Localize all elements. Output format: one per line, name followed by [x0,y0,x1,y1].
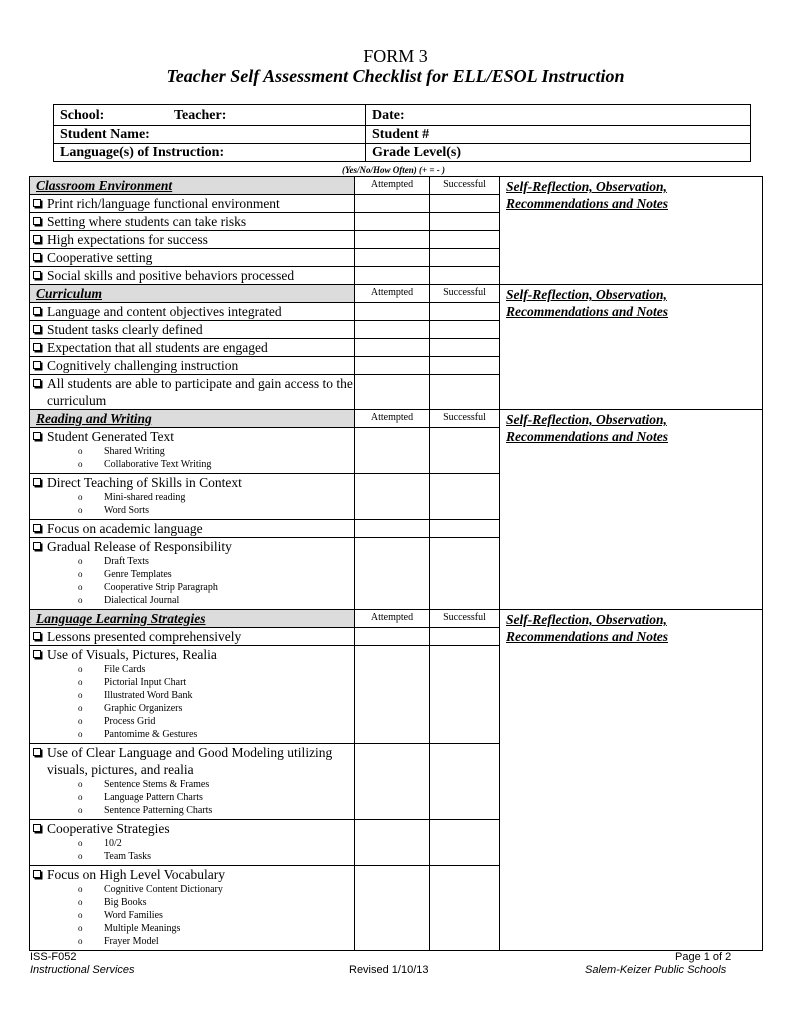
successful-cell[interactable] [430,820,500,866]
successful-cell[interactable] [430,195,500,213]
checkbox[interactable] [33,253,41,261]
circle-bullet-icon: o [78,569,83,579]
sub-item-label: Process Grid [104,716,156,727]
circle-bullet-icon: o [78,779,83,789]
school-teacher-cell[interactable] [54,105,366,126]
attempted-cell[interactable] [355,628,430,646]
form-title: Teacher Self Assessment Checklist for ELL/ESOL Instruction [166,66,625,86]
checkbox[interactable] [33,542,41,550]
circle-bullet-icon: o [78,729,83,739]
item-label: Print rich/language functional environment [47,196,280,211]
notes-cell[interactable] [500,285,763,410]
item-label: Student tasks clearly defined [47,322,203,337]
sub-item [78,689,354,702]
sub-item [78,804,354,817]
checklist-table [29,176,763,951]
item-label: Setting where students can take risks [47,214,247,229]
sub-item-list [30,837,354,865]
attempted-cell[interactable] [355,474,430,520]
sub-item [78,850,354,863]
student-number-label: Student # [372,127,430,142]
checkbox[interactable] [33,235,41,243]
item-label: Social skills and positive behaviors processed [47,268,295,283]
section-header-row [30,610,763,628]
circle-bullet-icon: o [78,492,83,502]
successful-cell[interactable] [430,303,500,321]
circle-bullet-icon: o [78,582,83,592]
form-number: FORM 3 [363,46,428,66]
date-cell[interactable] [366,105,751,126]
sub-item-label: Multiple Meanings [104,923,181,934]
circle-bullet-icon: o [78,556,83,566]
item-label: Direct Teaching of Skills in Context [47,475,242,490]
notes-cell[interactable] [500,177,763,285]
circle-bullet-icon: o [78,505,83,515]
notes-label: Self-Reflection, Observation, Recommendations and Notes [506,179,669,211]
circle-bullet-icon: o [78,703,83,713]
checkbox[interactable] [33,650,41,658]
sub-item [78,896,354,909]
teacher-label: Teacher: [174,107,227,123]
languages-label: Language(s) of Instruction: [60,145,225,160]
section-header-row [30,410,763,428]
notes-cell[interactable] [500,410,763,610]
info-table [53,104,751,162]
student-number-cell[interactable] [366,126,751,144]
attempted-cell[interactable] [355,820,430,866]
sub-item-label: Collaborative Text Writing [104,459,212,470]
successful-header: Successful [443,412,486,423]
revised-date: Revised 1/10/13 [349,964,429,976]
languages-cell[interactable] [54,144,366,162]
sub-item [78,663,354,676]
successful-header: Successful [443,612,486,623]
department: Instructional Services [30,964,135,976]
rating-legend: (Yes/No/How Often) (+ = - ) [342,165,445,175]
checkbox[interactable] [33,325,41,333]
sub-item-label: Sentence Stems & Frames [104,779,210,790]
successful-cell[interactable] [430,474,500,520]
item-label: Gradual Release of Responsibility [47,539,232,554]
attempted-header: Attempted [370,287,414,298]
notes-label: Self-Reflection, Observation, Recommendations and Notes [506,287,669,319]
sub-item [78,555,354,568]
circle-bullet-icon: o [78,664,83,674]
date-label: Date: [372,107,405,123]
sub-item [78,458,354,471]
attempted-cell[interactable] [355,321,430,339]
successful-cell[interactable] [430,375,500,410]
circle-bullet-icon: o [78,716,83,726]
successful-cell[interactable] [430,628,500,646]
checkbox[interactable] [33,478,41,486]
successful-cell[interactable] [430,744,500,820]
successful-cell[interactable] [430,339,500,357]
sub-item-label: Pictorial Input Chart [104,677,187,688]
sub-item-label: Genre Templates [104,569,172,580]
successful-cell[interactable] [430,267,500,285]
sub-item-label: Graphic Organizers [104,703,183,714]
item-label: Cooperative Strategies [47,821,170,836]
sub-item [78,883,354,896]
item-label: All students are able to participate and gain access to the curriculum [47,376,353,408]
page-number: Page 1 of 2 [675,951,732,963]
sub-item [78,581,354,594]
item-label: Focus on academic language [47,521,203,536]
attempted-cell[interactable] [355,249,430,267]
attempted-header: Attempted [370,179,414,190]
attempted-header: Attempted [370,412,414,423]
section-header-row [30,177,763,195]
successful-cell[interactable] [430,231,500,249]
attempted-cell[interactable] [355,866,430,951]
attempted-cell[interactable] [355,231,430,249]
checkbox[interactable] [33,271,41,279]
checkbox[interactable] [33,217,41,225]
item-label: Use of Clear Language and Good Modeling utilizing visuals, pictures, and realia [47,745,333,777]
attempted-cell[interactable] [355,646,430,744]
circle-bullet-icon: o [78,936,83,946]
sub-item-label: Pantomime & Gestures [104,729,198,740]
circle-bullet-icon: o [78,690,83,700]
checkbox[interactable] [33,199,41,207]
section-title: Language Learning Strategies [36,611,206,626]
sub-item [78,791,354,804]
item-label: Lessons presented comprehensively [47,629,242,644]
item-label: Cooperative setting [47,250,153,265]
sub-item-label: Cooperative Strip Paragraph [104,582,218,593]
checkbox[interactable] [33,379,41,387]
checkbox[interactable] [33,524,41,532]
successful-header: Successful [443,179,486,190]
attempted-cell[interactable] [355,520,430,538]
circle-bullet-icon: o [78,459,83,469]
school-label: School: [60,107,105,123]
successful-cell[interactable] [430,428,500,474]
attempted-cell[interactable] [355,195,430,213]
sub-item [78,935,354,948]
sub-item-label: File Cards [104,664,146,675]
successful-header: Successful [443,287,486,298]
sub-item-label: Sentence Patterning Charts [104,805,213,816]
circle-bullet-icon: o [78,792,83,802]
sub-item-label: Draft Texts [104,556,149,567]
sub-item [78,676,354,689]
notes-label: Self-Reflection, Observation, Recommendations and Notes [506,612,669,644]
sub-item-list [30,883,354,950]
circle-bullet-icon: o [78,923,83,933]
sub-item [78,594,354,607]
form-code: ISS-F052 [30,951,77,963]
notes-label: Self-Reflection, Observation, Recommendations and Notes [506,412,669,444]
checkbox[interactable] [33,748,41,756]
sub-item-label: Word Families [104,910,163,921]
sub-item [78,568,354,581]
item-label: Language and content objectives integrated [47,304,282,319]
sub-item-label: Word Sorts [104,505,150,516]
sub-item-list [30,555,354,609]
sub-item-label: Frayer Model [104,936,159,947]
sub-item [78,445,354,458]
sub-item-label: Dialectical Journal [104,595,180,606]
successful-cell[interactable] [430,321,500,339]
grade-levels-label: Grade Level(s) [372,145,462,160]
checkbox[interactable] [33,824,41,832]
sub-item-list [30,663,354,743]
sub-item-list [30,491,354,519]
item-label: High expectations for success [47,232,208,247]
sub-item [78,715,354,728]
successful-cell[interactable] [430,538,500,610]
sub-item-label: Big Books [104,897,147,908]
sub-item-list [30,445,354,473]
checkbox[interactable] [33,361,41,369]
sub-item-label: Language Pattern Charts [104,792,203,803]
sub-item [78,491,354,504]
attempted-cell[interactable] [355,375,430,410]
sub-item [78,837,354,850]
sub-item-label: Illustrated Word Bank [104,690,193,701]
checkbox[interactable] [33,307,41,315]
successful-cell[interactable] [430,646,500,744]
attempted-cell[interactable] [355,744,430,820]
checkbox[interactable] [33,870,41,878]
attempted-cell[interactable] [355,213,430,231]
sub-item-list [30,778,354,819]
sub-item-label: Team Tasks [104,851,152,862]
sub-item [78,778,354,791]
student-name-label: Student Name: [60,127,150,142]
section-title: Reading and Writing [36,411,152,426]
successful-cell[interactable] [430,357,500,375]
section-header-row [30,285,763,303]
sub-item [78,702,354,715]
section-title: Curriculum [36,286,103,301]
circle-bullet-icon: o [78,851,83,861]
circle-bullet-icon: o [78,805,83,815]
circle-bullet-icon: o [78,595,83,605]
circle-bullet-icon: o [78,677,83,687]
attempted-cell[interactable] [355,357,430,375]
circle-bullet-icon: o [78,897,83,907]
sub-item [78,909,354,922]
successful-cell[interactable] [430,213,500,231]
sub-item [78,504,354,517]
checkbox[interactable] [33,343,41,351]
circle-bullet-icon: o [78,838,83,848]
attempted-cell[interactable] [355,428,430,474]
notes-cell[interactable] [500,610,763,951]
item-label: Cognitively challenging instruction [47,358,239,373]
attempted-header: Attempted [370,612,414,623]
item-label: Focus on High Level Vocabulary [47,867,225,882]
checkbox[interactable] [33,432,41,440]
sub-item-label: 10/2 [104,838,122,849]
sub-item-label: Cognitive Content Dictionary [104,884,223,895]
sub-item-label: Mini-shared reading [104,492,186,503]
student-name-cell[interactable] [54,126,366,144]
item-label: Use of Visuals, Pictures, Realia [47,647,217,662]
checkbox[interactable] [33,632,41,640]
successful-cell[interactable] [430,866,500,951]
circle-bullet-icon: o [78,446,83,456]
attempted-cell[interactable] [355,303,430,321]
organization: Salem-Keizer Public Schools [585,964,727,976]
circle-bullet-icon: o [78,884,83,894]
grade-levels-cell[interactable] [366,144,751,162]
attempted-cell[interactable] [355,538,430,610]
section-title: Classroom Environment [36,178,173,193]
sub-item [78,922,354,935]
successful-cell[interactable] [430,249,500,267]
attempted-cell[interactable] [355,339,430,357]
successful-cell[interactable] [430,520,500,538]
item-label: Student Generated Text [47,429,175,444]
attempted-cell[interactable] [355,267,430,285]
sub-item-label: Shared Writing [104,446,165,457]
sub-item [78,728,354,741]
circle-bullet-icon: o [78,910,83,920]
item-label: Expectation that all students are engaged [47,340,268,355]
